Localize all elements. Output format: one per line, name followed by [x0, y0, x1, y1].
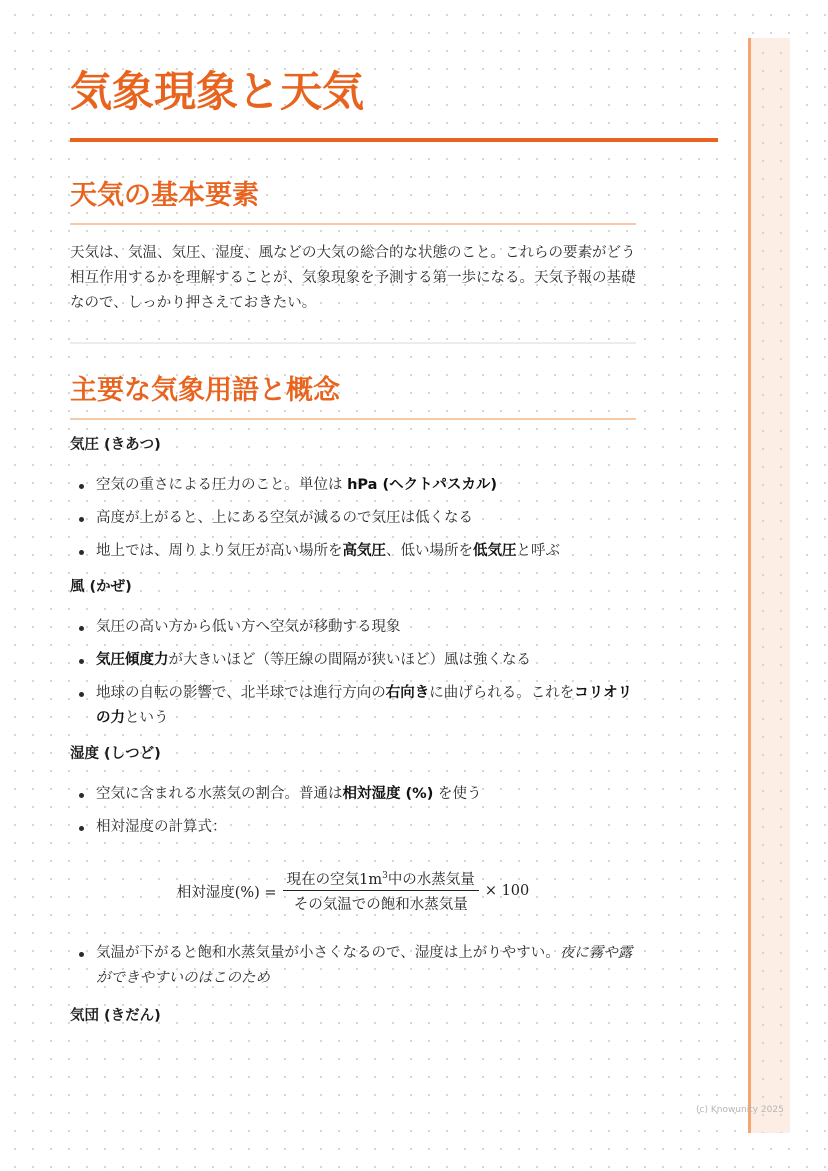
formula-fraction [283, 868, 479, 914]
item-text: 気温が下がると飽和水蒸気量が小さくなるので、湿度は上がりやすい。 [96, 945, 560, 961]
item-text: という [125, 710, 169, 726]
list-item [70, 941, 636, 991]
formula-lhs: 相対湿度(%) = [176, 884, 277, 901]
item-text: と呼ぶ [516, 543, 560, 559]
item-text: に曲げられる。これを [429, 685, 575, 701]
item-italic: 夜に霧や露ができやすいのはこのため [96, 945, 633, 986]
subheading-pressure: 気圧 (きあつ) [70, 437, 161, 453]
item-bold: 高気圧 [342, 543, 386, 559]
list-humidity-after [70, 941, 718, 991]
section-basics [70, 177, 718, 316]
document-content [70, 62, 718, 1027]
numerator-text: 現在の空気1m [286, 872, 383, 888]
item-text: を使う [433, 786, 482, 802]
item-text: 相対湿度の計算式： [96, 819, 227, 835]
item-text: 気圧の高い方から低い方へ空気が移動する現象 [96, 619, 401, 635]
list-item [70, 473, 636, 498]
numerator-superscript: 3 [382, 871, 388, 882]
item-bold: 気圧傾度力 [96, 652, 169, 668]
item-bold: コリオリの力 [96, 685, 633, 726]
subheading-wind: 風 (かぜ) [70, 579, 132, 595]
section-terms [70, 372, 718, 1027]
notebook-margin-line [748, 38, 751, 1133]
item-text: 空気の重さによる圧力のこと。単位は [96, 477, 348, 493]
item-bold: 右向き [385, 685, 430, 701]
formula-denominator: その気温での飽和水蒸気量 [293, 897, 468, 913]
section-divider [70, 342, 636, 344]
subheading-humidity: 湿度 (しつど) [70, 746, 161, 762]
list-wind [70, 615, 718, 731]
item-text: 空気に含まれる水蒸気の割合。普通は [96, 786, 343, 802]
item-text: が大きいほど（等圧線の間隔が狭いほど）風は強くなる [168, 652, 531, 668]
list-humidity [70, 782, 718, 840]
list-pressure [70, 473, 718, 564]
item-text: 、低い場所を [386, 543, 473, 559]
section-title-terms: 主要な気象用語と概念 [70, 375, 340, 406]
title-rule [70, 138, 718, 142]
subheading-air-mass: 気団 (きだん) [70, 1008, 161, 1024]
numerator-text-end: 中の水蒸気量 [387, 872, 475, 888]
item-text: 地球の自転の影響で、北半球では進行方向の [96, 685, 386, 701]
list-item [70, 648, 636, 673]
item-text: 地上では、周りより気圧が高い場所を [96, 543, 343, 559]
list-item [70, 506, 636, 531]
list-item [70, 615, 636, 640]
list-item [70, 782, 636, 807]
list-item [70, 539, 636, 564]
section-rule [70, 223, 636, 225]
item-bold: 相対湿度 (%) [342, 786, 434, 802]
section-rule [70, 418, 636, 420]
notebook-margin-strip [748, 38, 790, 1133]
section-paragraph: 天気は、気温、気圧、湿度、風などの大気の総合的な状態のこと。これらの要素がどう相互作用するかを理解することが、気象現象を予測する第一歩になる。天気予報の基礎なので、しっかり押さえておきたい。 [70, 245, 636, 311]
formula-multiplier: × 100 [484, 883, 530, 899]
item-text: 高度が上がると、上にある空気が減るので気圧は低くなる [96, 510, 473, 526]
formula-numerator [283, 868, 479, 890]
list-item [70, 681, 636, 731]
section-title-basics: 天気の基本要素 [70, 180, 259, 211]
item-bold: 低気圧 [473, 543, 517, 559]
list-item [70, 815, 636, 840]
item-bold: hPa (ヘクトパスカル) [347, 477, 497, 493]
humidity-formula [70, 868, 636, 914]
footer-copyright: (c) Knowunity 2025 [696, 1105, 784, 1115]
page-title: 気象現象と天気 [70, 67, 365, 116]
